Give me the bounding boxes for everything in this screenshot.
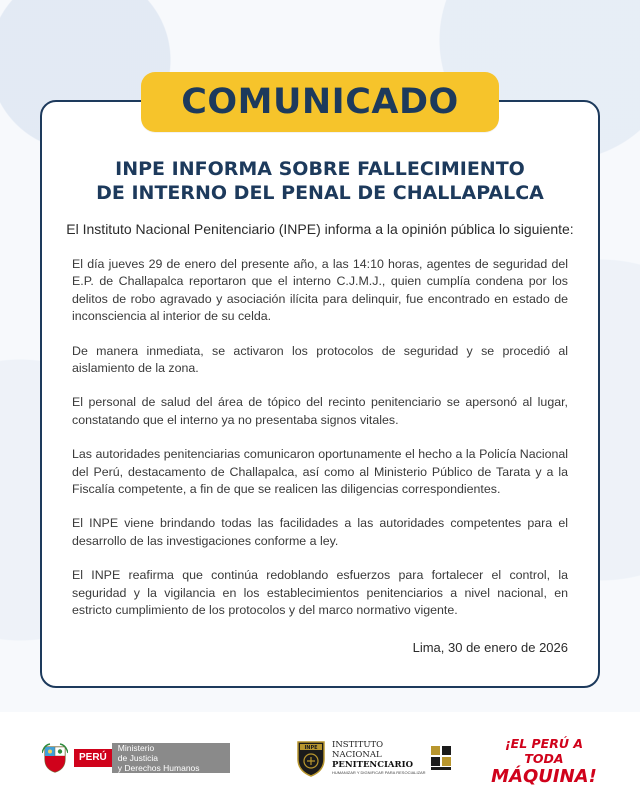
inpe-logo xyxy=(296,738,452,778)
body-text xyxy=(72,256,568,637)
paragraph: De manera inmediata, se activaron los protocolos de seguridad y se procedió al aislamiento de la zona. xyxy=(72,343,568,376)
inpe-line-1: INSTITUTO xyxy=(332,740,384,750)
paragraph: El personal de salud del área de tópico del recinto penitenciario se apersonó al lugar, constatando que el interno ya no presentaba signos vitales. xyxy=(72,395,568,427)
peru-label: PERÚ xyxy=(74,749,112,767)
paragraph: El INPE reafirma que continúa redoblando esfuerzos para fortalecer el control, la seguridad y la vigilancia en los establecimientos penitenciarios a nivel nacional, en estricto cumplimiento de los protocolos y del marco normativo vigente. xyxy=(72,568,568,618)
minjus-line-1: Ministerio xyxy=(117,743,155,753)
minjus-line-2: de Justicia xyxy=(117,753,158,763)
paragraph: El día jueves 29 de enero del presente año, a las 14:10 horas, agentes de seguridad del E.P. de Challapalca reportaron que el interno C.J.M.J., quien cumplía condena por los delitos de robo agravado y asociación ilícita para delinquir, fue encontrado en estado de inconsciencia al interior de su celda. xyxy=(72,257,568,324)
inpe-badge-text: INPE xyxy=(304,745,318,751)
inpe-tagline: HUMANIZAR Y DIGNIFICAR PARA RESOCIALIZAR xyxy=(332,770,426,775)
headline-line-2: DE INTERNO DEL PENAL DE CHALLAPALCA xyxy=(96,182,544,204)
inpe-shield-icon xyxy=(296,739,326,777)
slogan xyxy=(484,736,604,788)
banner-title: COMUNICADO xyxy=(181,82,459,122)
inpe-building-icon xyxy=(430,745,452,771)
headline-line-1: INPE INFORMA SOBRE FALLECIMIENTO xyxy=(115,158,525,180)
inpe-line-3: PENITENCIARIO xyxy=(332,760,413,770)
peru-coat-of-arms-icon xyxy=(42,743,68,773)
date-line: Lima, 30 de enero de 2026 xyxy=(412,640,568,655)
minjus-line-3: y Derechos Humanos xyxy=(117,763,200,773)
minjus-name xyxy=(112,743,230,773)
intro-text: El Instituto Nacional Penitenciario (INPE) informa a la opinión pública lo siguiente: xyxy=(66,221,574,237)
inpe-name xyxy=(332,740,426,776)
inpe-line-2: NACIONAL xyxy=(332,750,382,760)
slogan-line-1: ¡EL PERÚ A TODA xyxy=(504,736,584,766)
headline xyxy=(60,157,580,205)
minjus-logo xyxy=(42,740,230,776)
paragraph: El INPE viene brindando todas las facilidades a las autoridades competentes para el desarrollo de las investigaciones conforme a ley. xyxy=(72,516,568,548)
comunicado-banner xyxy=(141,72,499,132)
slogan-line-2: MÁQUINA! xyxy=(491,766,597,787)
paragraph: Las autoridades penitenciarias comunicaron oportunamente el hecho a la Policía Nacional del Perú, destacamento de Challapalca, así como al Ministerio Público de Tarata y a la Fiscalía competente, a fin de que se realicen las diligencias correspondientes. xyxy=(72,447,568,497)
